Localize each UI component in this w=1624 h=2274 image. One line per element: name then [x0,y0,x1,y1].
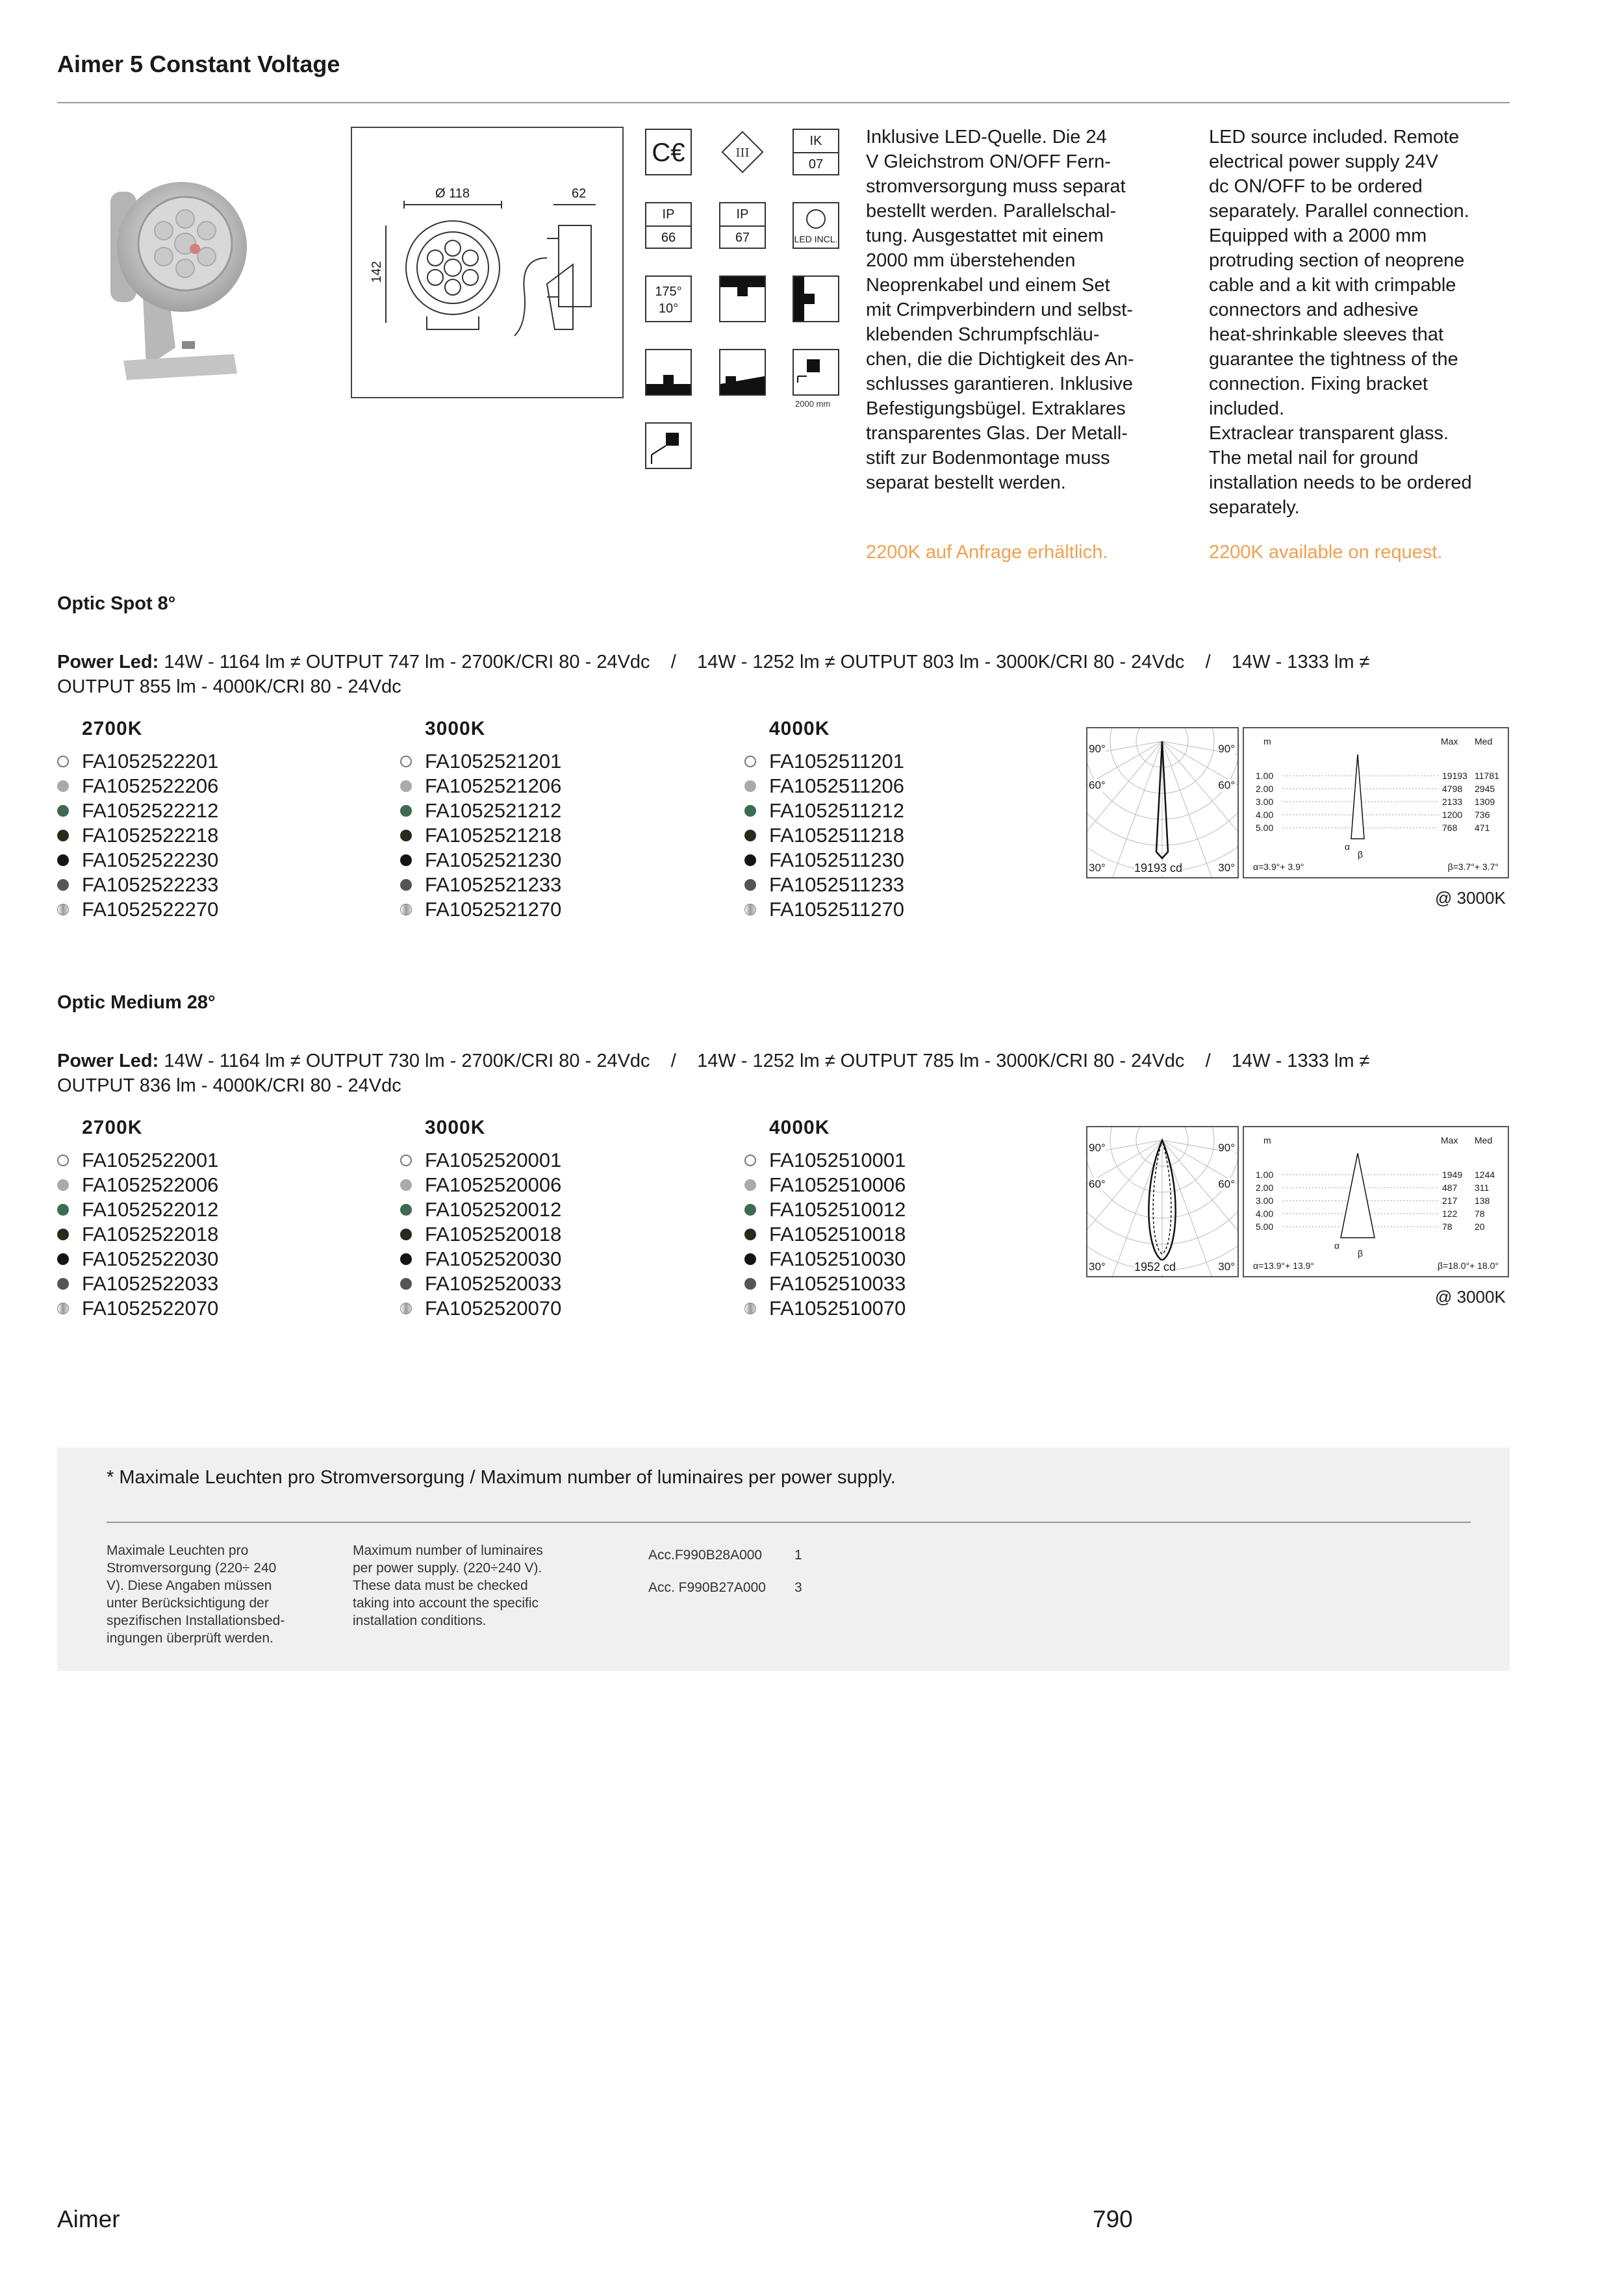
beam-distance: 4.00 [1256,810,1274,820]
product-code-row [400,823,561,848]
product-code-row [57,1197,218,1222]
beam-med-value: 311 [1475,1182,1490,1193]
finish-color-swatch [400,805,412,817]
finish-color-swatch [400,1303,412,1314]
product-code: FA1052522012 [82,1198,219,1221]
beam-distance-header: m [1263,1135,1271,1145]
product-code-row [400,848,561,873]
footer-line: These data must be checked [353,1578,528,1593]
ip67-icon: IP 67 [719,202,766,249]
wall-mount-icon [793,275,839,322]
beam-med-value: 1244 [1475,1169,1495,1180]
beam-max-value: 78 [1442,1221,1453,1232]
code-list [744,749,904,922]
beam-distance: 3.00 [1256,797,1274,807]
polar-peak-intensity: 19193 cd [1134,862,1183,875]
finish-color-swatch [57,1303,69,1314]
product-code: FA1052522206 [82,774,219,797]
svg-text:III: III [735,146,750,160]
note-2200k-de: 2200K auf Anfrage erhältlich. [866,542,1108,563]
product-code: FA1052510033 [769,1272,906,1295]
beam-alpha-symbol: α [1345,841,1351,852]
product-code-row [400,1173,561,1197]
product-code: FA1052510006 [769,1173,906,1196]
beam-alpha-symbol: α [1334,1240,1340,1251]
polar-angle-label: 30° [1089,862,1106,874]
product-code: FA1052522270 [82,898,219,921]
description-line: chen, die die Dichtigkeit des An- [866,349,1134,370]
description-line: 2000 mm überstehenden [866,250,1076,271]
product-code: FA1052522070 [82,1297,219,1320]
accessory-qty: 3 [794,1580,802,1595]
accessory-row [648,1546,908,1579]
finish-color-swatch [744,780,756,792]
product-code-row [744,1296,906,1321]
accessory-code: Acc.F990B28A000 [648,1548,763,1563]
finish-color-swatch [400,879,412,891]
cct-column-header: 4000K [769,718,830,739]
beam-alpha-value: α=3.9°+ 3.9° [1253,862,1304,872]
beam-med-value: 78 [1475,1208,1485,1219]
product-code: FA1052522230 [82,849,219,871]
description-line: V Gleichstrom ON/OFF Fern- [866,151,1111,172]
product-code-row [57,848,218,873]
cct-column-header: 3000K [425,1117,486,1138]
floor-mount-icon [645,349,692,396]
product-code-row [57,1148,218,1173]
product-code: FA1052522233 [82,873,219,896]
led-included-icon: LED INCL. [793,202,839,249]
finish-color-swatch [400,1278,412,1290]
depth-label: 62 [572,186,587,201]
finish-color-swatch [57,830,69,841]
finish-color-swatch [744,830,756,841]
polar-angle-label: 30° [1218,862,1235,874]
description-de [866,125,1184,495]
beam-med-value: 736 [1475,810,1490,820]
diameter-label: Ø 118 [435,186,470,201]
description-line: Befestigungsbügel. Extraklares [866,398,1126,419]
description-line: separat bestellt werden. [866,472,1066,493]
beam-max-header: Max [1441,1135,1458,1145]
beam-alpha-value: α=13.9°+ 13.9° [1253,1260,1315,1271]
polar-angle-label: 90° [1218,1142,1235,1154]
polar-angle-label: 60° [1089,779,1106,791]
beam-max-value: 19193 [1442,771,1467,781]
beam-distance: 5.00 [1256,823,1274,833]
beam-distance: 1.00 [1256,771,1274,781]
ground-mount-icon [719,349,766,396]
finish-color-swatch [744,805,756,817]
finish-color-swatch [400,780,412,792]
footer-line: Maximum number of luminaires [353,1543,543,1558]
product-code: FA1052510001 [769,1149,906,1171]
product-code-row [57,774,218,798]
description-line: separately. [1209,497,1300,518]
code-list [57,749,218,922]
footer-line: ingungen überprüft werden. [107,1631,273,1646]
product-code: FA1052510030 [769,1247,906,1270]
class-iii-icon [719,129,766,175]
optic-title: Optic Spot 8° [57,593,176,614]
remote-driver-icon [645,422,692,469]
description-line: guarantee the tightness of the [1209,349,1458,370]
finish-color-swatch [57,1204,69,1216]
code-list [57,1148,218,1321]
dimension-lines [352,128,622,397]
beam-beta-symbol: β [1358,849,1364,860]
product-code-row [57,1222,218,1247]
beam-max-value: 1949 [1442,1169,1463,1180]
finish-color-swatch [57,780,69,792]
description-line: separately. Parallel connection. [1209,201,1469,222]
product-code: FA1052521206 [425,774,562,797]
finish-color-swatch [57,1155,69,1166]
page-title: Aimer 5 Constant Voltage [57,51,340,77]
beam-med-value: 138 [1475,1195,1490,1206]
product-code-row [744,1222,906,1247]
finish-color-swatch [744,1179,756,1191]
product-code-row [744,1271,906,1296]
product-code-row [400,1296,561,1321]
beam-beta-value: β=3.7°+ 3.7° [1447,862,1499,872]
product-code: FA1052511206 [769,774,905,797]
polar-angle-label: 90° [1089,1142,1106,1154]
optic-title: Optic Medium 28° [57,992,216,1013]
product-code-row [744,774,904,798]
description-line: cable and a kit with crimpable [1209,275,1456,296]
tilt-angle-icon: 175° 10° [645,275,692,322]
beam-med-value: 1309 [1475,797,1495,807]
finish-color-swatch [57,904,69,915]
description-line: stift zur Bodenmontage muss [866,448,1110,468]
product-code-row [57,798,218,823]
description-line: included. [1209,398,1285,419]
finish-color-swatch [57,879,69,891]
footer-line: V). Diese Angaben müssen [107,1578,272,1593]
code-list [400,749,561,922]
product-code: FA1052521230 [425,849,562,871]
polar-angle-label: 60° [1218,779,1235,791]
finish-color-swatch [400,1179,412,1191]
beam-med-value: 11781 [1475,771,1499,781]
polar-grid [1087,1127,1237,1276]
power-led-spec [57,1049,1506,1098]
product-code: FA1052521212 [425,799,562,822]
beam-max-header: Max [1441,736,1458,747]
finish-color-swatch [400,1155,412,1166]
power-led-line: OUTPUT 836 lm - 4000K/CRI 80 - 24Vdc [57,1075,401,1096]
description-line: dc ON/OFF to be ordered [1209,176,1423,197]
product-code: FA1052522030 [82,1247,219,1270]
description-line: connectors and adhesive [1209,300,1419,320]
description-line: stromversorgung muss separat [866,176,1126,197]
code-list [744,1148,906,1321]
accessory-code: Acc. F990B27A000 [648,1580,766,1595]
page-number: 790 [1093,2206,1133,2232]
product-code: FA1052522212 [82,799,219,822]
product-code-row [57,897,218,922]
description-line: LED source included. Remote [1209,127,1460,147]
beam-cone [1244,1127,1508,1278]
product-code: FA1052520070 [425,1297,562,1320]
product-code: FA1052510012 [769,1198,906,1221]
power-led-spec [57,650,1506,699]
finish-color-swatch [57,1229,69,1240]
beam-max-value: 768 [1442,823,1458,833]
accessory-row [648,1579,908,1611]
description-line: klebenden Schrumpfschläu- [866,324,1100,345]
finish-color-swatch [400,1229,412,1240]
finish-color-swatch [57,805,69,817]
product-code: FA1052520018 [425,1223,562,1246]
finish-color-swatch [400,756,412,767]
beam-distance: 2.00 [1256,784,1274,794]
power-led-label: Power Led: [57,652,159,672]
cct-column-header: 3000K [425,718,486,739]
product-code: FA1052520033 [425,1272,562,1295]
beam-max-value: 122 [1442,1208,1458,1219]
polar-angle-label: 90° [1218,743,1235,755]
polar-angle-label: 30° [1089,1260,1106,1273]
finish-color-swatch [57,1253,69,1265]
product-code-row [57,823,218,848]
description-en [1209,125,1514,520]
beam-max-value: 217 [1442,1195,1458,1206]
product-code: FA1052521233 [425,873,562,896]
product-code: FA1052522218 [82,824,219,847]
product-code: FA1052511233 [769,873,905,896]
product-code: FA1052511270 [769,898,905,921]
product-code-row [400,798,561,823]
product-code-row [400,1148,561,1173]
note-2200k-en: 2200K available on request. [1209,542,1443,563]
product-code: FA1052522001 [82,1149,219,1171]
product-code-row [400,1222,561,1247]
finish-color-swatch [744,1253,756,1265]
product-code-row [57,1271,218,1296]
beam-med-value: 471 [1475,823,1490,833]
product-code-row [744,1247,906,1271]
finish-color-swatch [744,1229,756,1240]
description-line: Inklusive LED-Quelle. Die 24 [866,127,1107,147]
description-line: Extraclear transparent glass. [1209,423,1449,444]
product-code-row [57,1296,218,1321]
footer-text-de [107,1542,321,1647]
product-code-row [744,1173,906,1197]
product-code-row [57,749,218,774]
ik-rating-icon: IK 07 [793,129,839,175]
cct-column-header: 4000K [769,1117,830,1138]
beam-distance: 3.00 [1256,1195,1274,1206]
product-code: FA1052522033 [82,1272,219,1295]
product-code: FA1052521201 [425,750,562,773]
product-code: FA1052520012 [425,1198,562,1221]
finish-color-swatch [400,1253,412,1265]
finish-color-swatch [744,1204,756,1216]
product-code-row [744,749,904,774]
beam-distance-header: m [1263,736,1271,747]
reference-cct: @ 3000K [1435,888,1506,908]
product-code: FA1052520030 [425,1247,562,1270]
product-code: FA1052511201 [769,750,905,773]
finish-color-swatch [744,879,756,891]
footer-line: Stromversorgung (220÷ 240 [107,1561,277,1576]
accessory-list [648,1546,908,1611]
accessory-qty: 1 [794,1548,802,1563]
description-line: schlusses garantieren. Inklusive [866,374,1134,394]
product-code-row [400,897,561,922]
beam-med-value: 20 [1475,1221,1485,1232]
description-line: bestellt werden. Parallelschal- [866,201,1117,222]
dimension-drawing [351,127,624,398]
finish-color-swatch [400,904,412,915]
product-code-row [744,1148,906,1173]
finish-color-swatch [400,830,412,841]
footer-line: taking into account the specific [353,1596,539,1611]
finish-color-swatch [744,904,756,915]
product-code: FA1052520001 [425,1149,562,1171]
finish-color-swatch [400,1204,412,1216]
product-code: FA1052522201 [82,750,219,773]
product-code: FA1052521218 [425,824,562,847]
product-code-row [744,798,904,823]
beam-beta-value: β=18.0°+ 18.0° [1438,1260,1499,1271]
footer-line: unter Berücksichtigung der [107,1596,269,1611]
product-code: FA1052522006 [82,1173,219,1196]
finish-color-swatch [57,1179,69,1191]
polar-peak-intensity: 1952 cd [1134,1260,1176,1273]
description-line: electrical power supply 24V [1209,151,1439,172]
beam-distance: 5.00 [1256,1221,1274,1232]
power-led-line: OUTPUT 855 lm - 4000K/CRI 80 - 24Vdc [57,676,401,697]
finish-color-swatch [744,1303,756,1314]
description-line: tung. Ausgestattet mit einem [866,225,1104,246]
description-line: installation needs to be ordered [1209,472,1472,493]
height-label: 142 [370,261,385,283]
footer-line: spezifischen Installationsbed- [107,1613,285,1628]
power-led-line: 14W - 1164 lm ≠ OUTPUT 730 lm - 2700K/CRI 80 - 24Vdc / 14W - 1252 lm ≠ OUTPUT 785 lm - 3000K/CRI 80 - 24Vdc / 14W - 1333 lm ≠ [159,1051,1370,1071]
description-line: connection. Fixing bracket [1209,374,1428,394]
product-code-row [744,823,904,848]
product-code-row [400,1271,561,1296]
description-line: mit Crimpverbindern und selbst- [866,300,1133,320]
beam-max-value: 2133 [1442,797,1463,807]
polar-diagram [1086,1126,1239,1277]
product-code: FA1052511212 [769,799,905,822]
description-line: transparentes Glas. Der Metall- [866,423,1128,444]
code-list [400,1148,561,1321]
product-code-row [744,897,904,922]
product-code-row [400,1247,561,1271]
beam-illuminance-table [1243,1126,1509,1277]
finish-color-swatch [744,1278,756,1290]
footer-text-en [353,1542,587,1629]
polar-angle-label: 90° [1089,743,1106,755]
polar-angle-label: 60° [1089,1178,1106,1190]
beam-max-value: 487 [1442,1182,1458,1193]
description-line: protruding section of neoprene [1209,250,1465,271]
beam-med-header: Med [1475,736,1493,747]
beam-distance: 4.00 [1256,1208,1274,1219]
polar-angle-label: 30° [1218,1260,1235,1273]
cct-column-header: 2700K [82,1117,143,1138]
page-brand: Aimer [57,2206,120,2232]
ce-mark-icon: C€ [645,129,692,175]
product-code: FA1052511218 [769,824,905,847]
product-code-row [744,848,904,873]
product-code: FA1052510018 [769,1223,906,1246]
finish-color-swatch [744,854,756,866]
product-code: FA1052522018 [82,1223,219,1246]
beam-max-value: 4798 [1442,784,1463,794]
polar-angle-label: 60° [1218,1178,1235,1190]
product-code-row [400,1197,561,1222]
cct-column-header: 2700K [82,718,143,739]
product-code-row [57,1247,218,1271]
power-supply-info-box [57,1448,1510,1671]
finish-color-swatch [400,854,412,866]
finish-color-swatch [744,756,756,767]
description-line: Equipped with a 2000 mm [1209,225,1427,246]
product-photo [97,166,250,380]
footer-headline: * Maximale Leuchten pro Stromversorgung / Maximum number of luminaires per power supply. [107,1467,896,1488]
finish-color-swatch [744,1155,756,1166]
product-code-row [744,873,904,897]
polar-diagram [1086,727,1239,878]
product-code-row [400,774,561,798]
power-led-line: 14W - 1164 lm ≠ OUTPUT 747 lm - 2700K/CRI 80 - 24Vdc / 14W - 1252 lm ≠ OUTPUT 803 lm - 3000K/CRI 80 - 24Vdc / 14W - 1333 lm ≠ [159,652,1370,672]
beam-max-value: 1200 [1442,810,1463,820]
beam-distance: 1.00 [1256,1169,1274,1180]
footer-divider [107,1522,1471,1523]
product-code-row [400,749,561,774]
beam-med-value: 2945 [1475,784,1495,794]
product-code-row [57,1173,218,1197]
description-line: The metal nail for ground [1209,448,1419,468]
footer-line: Maximale Leuchten pro [107,1543,249,1558]
product-code: FA1052520006 [425,1173,562,1196]
ip66-icon: IP 66 [645,202,692,249]
reference-cct: @ 3000K [1435,1287,1506,1307]
footer-line: per power supply. (220÷240 V). [353,1561,542,1576]
product-code: FA1052510070 [769,1297,906,1320]
beam-beta-symbol: β [1358,1248,1364,1258]
beam-distance: 2.00 [1256,1182,1274,1193]
product-code: FA1052511230 [769,849,905,871]
footer-line: installation conditions. [353,1613,487,1628]
power-led-label: Power Led: [57,1051,159,1071]
description-line: Neoprenkabel und einem Set [866,275,1110,296]
product-code-row [57,873,218,897]
finish-color-swatch [57,756,69,767]
header-divider [57,102,1510,103]
beam-illuminance-table [1243,727,1509,878]
product-code-row [744,1197,906,1222]
cable-length-icon [793,349,839,396]
description-line: heat-shrinkable sleeves that [1209,324,1444,345]
product-code: FA1052521270 [425,898,562,921]
polar-grid [1087,728,1237,877]
ceiling-mount-icon [719,275,766,322]
finish-color-swatch [57,1278,69,1290]
beam-cone [1244,728,1508,879]
product-code-row [400,873,561,897]
cable-length-label: 2000 mm [795,399,831,409]
finish-color-swatch [57,854,69,866]
beam-med-header: Med [1475,1135,1493,1145]
